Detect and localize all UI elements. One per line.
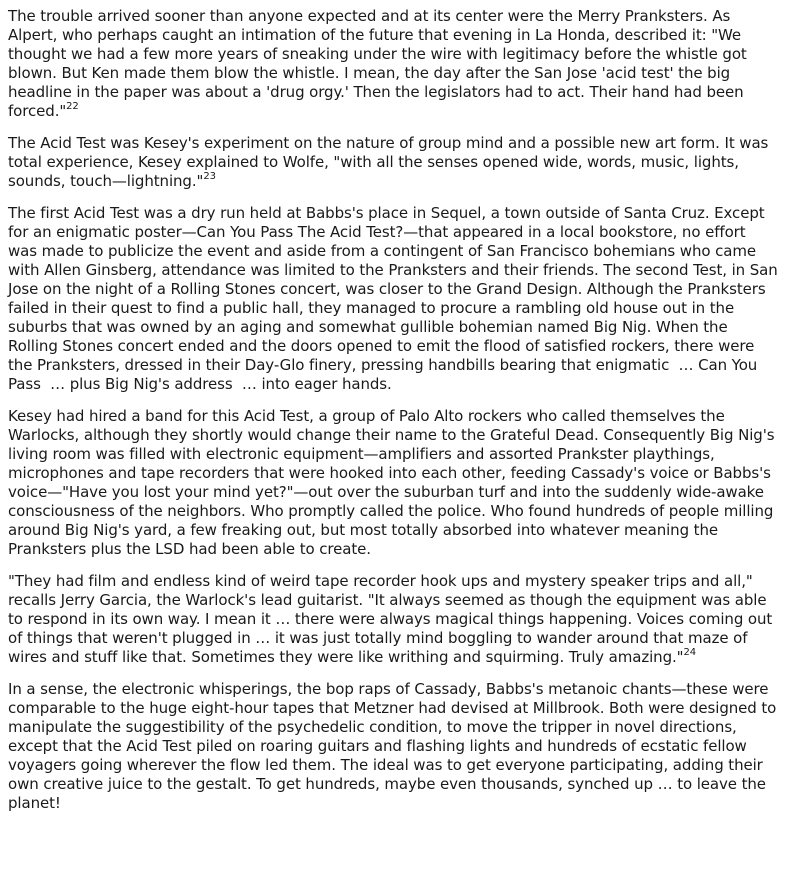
footnote-ref: 23 xyxy=(203,171,216,182)
footnote-ref: 24 xyxy=(683,647,696,658)
paragraph xyxy=(8,204,779,394)
paragraph xyxy=(8,134,779,191)
paragraph-text: "They had film and endless kind of weird tape recorder hook ups and mystery speaker trips and all," recalls Jerry Garcia, the Warlock's lead guitarist. "It always seemed as though the equipment was able to respond in its own way. I mean it … there were always magical things happening. Voices coming out of things that weren't plugged in … it was just totally mind boggling to wander around that maze of wires and stuff like that. Sometimes they were like writhing and squirming. Truly amazing." xyxy=(8,572,773,666)
paragraph-text: Kesey had hired a band for this Acid Test, a group of Palo Alto rockers who called themselves the Warlocks, although they shortly would change their name to the Grateful Dead. Consequently Big Nig's living room was filled with electronic equipment—amplifiers and assorted Prankster playthings, microphones and tape recorders that were hooked into each other, feeding Cassady's voice or Babbs's voice—"Have you lost your mind yet?"—out over the suburban turf and into the suddenly wide-awake consciousness of the neighbors. Who promptly called the police. Who found hundreds of people milling around Big Nig's yard, a few freaking out, but most totally absorbed into whatever meaning the Pranksters plus the LSD had been able to create. xyxy=(8,407,775,558)
footnote-ref: 22 xyxy=(66,101,79,112)
paragraph xyxy=(8,7,779,121)
paragraph-text: The trouble arrived sooner than anyone expected and at its center were the Merry Pranksters. As Alpert, who perhaps caught an intimation of the future that evening in La Honda, described it: "We thought we had a few more years of sneaking under the wire with legitimacy before the whistle got blown. But Ken made them blow the whistle. I mean, the day after the San Jose 'acid test' the big headline in the paper was about a 'drug orgy.' Then the legislators had to act. Their hand had been forced." xyxy=(8,7,747,120)
paragraph-text: The first Acid Test was a dry run held at Babbs's place in Sequel, a town outside of Santa Cruz. Except for an enigmatic poster—Can You Pass The Acid Test?—that appeared in a local bookstore, no effort was made to publicize the event and aside from a contingent of San Francisco bohemians who came with Allen Ginsberg, attendance was limited to the Pranksters and their friends. The second Test, in San Jose on the night of a Rolling Stones concert, was closer to the Grand Design. Although the Pranksters failed in their quest to find a public hall, they managed to procure a rambling old house out in the suburbs that was owned by an aging and somewhat gullible bohemian named Big Nig. When the Rolling Stones concert ended and the doors opened to emit the flood of satisfied rockers, there were the Pranksters, dressed in their Day-Glo finery, pressing handbills bearing that enigmatic … Can You Pass … plus Big Nig's address … into eager hands. xyxy=(8,204,778,393)
paragraph xyxy=(8,407,779,559)
paragraph-text: In a sense, the electronic whisperings, the bop raps of Cassady, Babbs's metanoic chants—these were comparable to the huge eight-hour tapes that Metzner had devised at Millbrook. Both were designed to manipulate the suggestibility of the psychedelic condition, to move the tripper in novel directions, except that the Acid Test piled on roaring guitars and flashing lights and hundreds of ecstatic fellow voyagers going wherever the flow led them. The ideal was to get everyone participating, adding their own creative juice to the gestalt. To get hundreds, maybe even thousands, synched up … to leave the planet! xyxy=(8,680,777,812)
paragraph xyxy=(8,680,779,813)
paragraph xyxy=(8,572,779,667)
paragraph-text: The Acid Test was Kesey's experiment on the nature of group mind and a possible new art form. It was total experience, Kesey explained to Wolfe, "with all the senses opened wide, words, music, lights, sounds, touch—lightning." xyxy=(8,134,769,190)
